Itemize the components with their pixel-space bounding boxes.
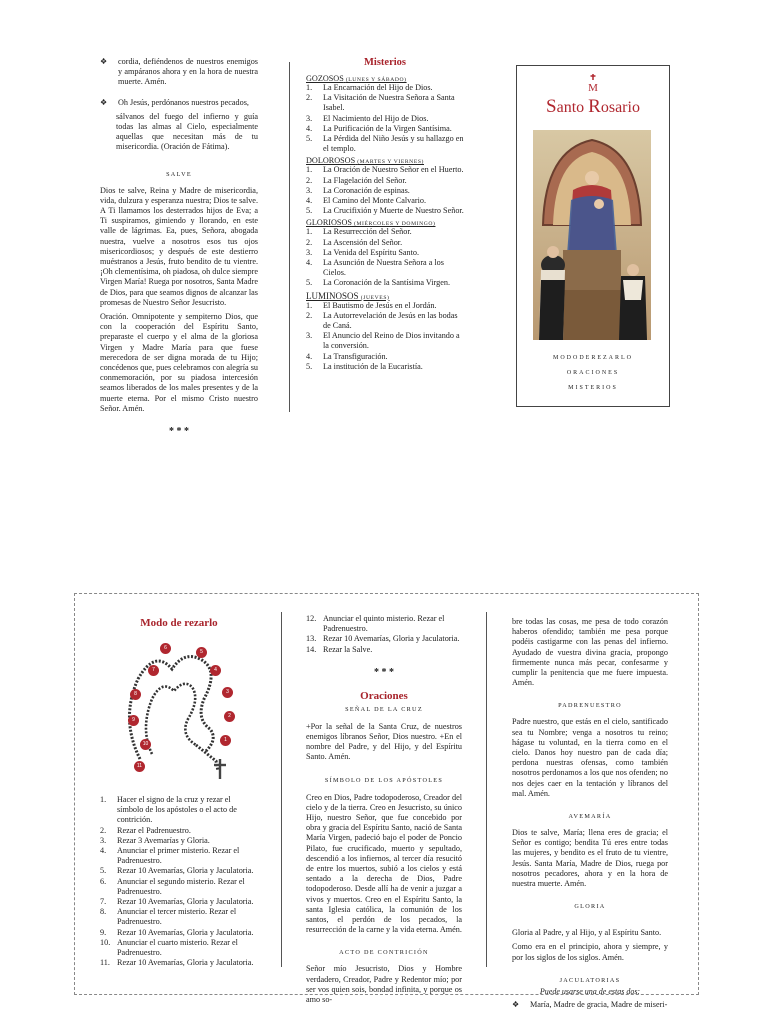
list-item: 3. El Anuncio del Reino de Dios invitando a la conversión. (306, 331, 460, 351)
column-divider (281, 612, 282, 967)
simbolo-heading: SÍMBOLO DE LOS APÓSTOLES (324, 776, 444, 784)
steps-list-continued (306, 614, 462, 655)
rosary-bead-label: 3 (222, 687, 233, 698)
p2-col3 (512, 617, 668, 1010)
mystery-group-heading: GOZOSOS (LUNES Y SÁBADO) (306, 74, 407, 83)
list-item: 2. Rezar el Padrenuestro. (100, 825, 191, 835)
mystery-list (306, 227, 464, 288)
stars-separator: * * * (374, 666, 394, 678)
list-item: 2. La Ascensión del Señor. (306, 237, 403, 247)
list-item: 1. El Bautismo de Jesús en el Jordán. (306, 300, 437, 310)
mystery-group-heading: DOLOROSOS (MARTES Y VIERNES) (306, 156, 425, 166)
list-item: 1. Hacer el signo de la cruz y rezar el símbolo de los apóstoles o el acto de contrición. (100, 795, 237, 825)
list-item: 2. La Autorrevelación de Jesús en las bodas de Caná. (306, 310, 458, 331)
rosary-bead-label: 5 (196, 647, 207, 658)
fatima-continuation: sálvanos del fuego del infierno y guía todas las almas al Cielo, especialmente aquellas que necesitan más de tu misericordia. (Oración de Fátima). (116, 111, 258, 152)
list-item: 14. Rezar la Salve. (306, 644, 373, 654)
marian-monogram-icon (517, 74, 669, 94)
bullet-item: ❖ cordia, defiéndenos de nuestros enemigos y ampáranos ahora y en la hora de nuestra muerte. Amén. (100, 57, 258, 87)
diamond-bullet-icon: ❖ (512, 999, 520, 1009)
senal-text: +Por la señal de la Santa Cruz, de nuestros enemigos líbranos Señor, Dios nuestro. +En el nombre del Padre, y del Hijo, y del Espíritu Santo. Amén. (306, 721, 462, 762)
svg-text:M: M (588, 82, 598, 92)
list-item: 3. Rezar 3 Avemarías y Gloria. (100, 835, 210, 845)
cross-icon (585, 74, 601, 92)
rosary-bead-label: 4 (210, 665, 221, 676)
column-divider (486, 612, 487, 967)
mysteries-list (306, 74, 464, 372)
list-item: 2. La Flagelación del Señor. (306, 175, 407, 185)
acto-text: Señor mío Jesucristo, Dios y Hombre verdadero, Creador, Padre y Redentor mío; por ser vos quien sois, bondad infinita, y porque os amo so- (306, 964, 462, 1005)
list-item: 4. Anunciar el primer misterio. Rezar el Padrenuestro. (100, 846, 240, 866)
list-item: 11. Rezar 10 Avemarías, Gloria y Jaculatoria. (100, 958, 254, 968)
mystery-list (306, 165, 464, 216)
acto-heading: ACTO DE CONTRICIÓN (339, 949, 429, 957)
diamond-bullet-icon: ❖ (100, 97, 108, 107)
list-item: 10. Anunciar el cuarto misterio. Rezar el Padrenuestro. (100, 937, 238, 958)
salve-text: Dios te salve, Reina y Madre de misericordia, vida, dulzura y esperanza nuestra; Dios te salve. A Ti llamamos los desterrados hijos de Eva; a Ti suspiramos, gimiendo y llorando, en este valle de lágrimas. Ea, pues, Señora, abogada nuestra, vuelve a nosotros esos tus ojos misericordiosos; y después de este destierro muéstranos a Jesús, fruto bendito de tu vientre. ¡Oh clementísima, oh piadosa, oh dulce siempre Virgen María! Ruega por nosotros, Santa Madre de Dios, para que seamos dignos de alcanzar las promesas de Nuestro Señor Jesucristo. (100, 185, 258, 307)
cover-menu-item: MODODEREZARLO (553, 355, 633, 361)
cover-panel (516, 65, 670, 407)
list-item: 1. La Encarnación del Hijo de Dios. (306, 83, 433, 92)
gloria-text: Gloria al Padre, y al Hijo, y al Espíritu Santo. (512, 928, 662, 938)
senal-heading: SEÑAL DE LA CRUZ (345, 705, 423, 713)
column-divider (289, 62, 290, 412)
list-item: 4. El Camino del Monte Calvario. (306, 196, 427, 206)
list-item: 4. La Asunción de Nuestra Señora a los Cielos. (306, 258, 444, 278)
rosary-bead-label: 6 (160, 643, 171, 654)
cover-menu-item: MISTERIOS (568, 385, 618, 391)
mystery-group-heading: GLORIOSOS (MIÉRCOLES Y DOMINGO) (306, 218, 436, 228)
oraciones-title: Oraciones (360, 689, 408, 702)
diamond-bullet-icon: ❖ (100, 57, 108, 66)
avemaria-heading: AVEMARÍA (568, 813, 612, 821)
cover-menu (517, 351, 669, 396)
rosary-bead-label: 9 (128, 715, 139, 726)
salve-heading: SALVE (166, 170, 192, 178)
misterios-title: Misterios (364, 57, 406, 68)
p1-col1 (100, 57, 258, 437)
list-item: 8. Anunciar el tercer misterio. Rezar el Padrenuestro. (100, 907, 237, 927)
list-item: 1. La Resurrección del Señor. (306, 227, 412, 237)
cover-menu-item: ORACIONES (566, 370, 620, 376)
rosary-bead-label: 2 (224, 711, 235, 722)
mystery-group-heading: LUMINOSOS (JUEVES) (306, 290, 390, 301)
list-item: 5. La Coronación de la Santísima Virgen. (306, 278, 450, 288)
simbolo-text: Creo en Dios, Padre todopoderoso, Creador del cielo y de la tierra. Creo en Jesucristo, su único Hijo, nuestro Señor, que fue concebido por obra y gracia del Espíritu Santo, nació de Santa María Virgen, padeció bajo el poder de Poncio Pilato, fue crucificado, muerto y sepultado, descendió a los infiernos, al tercer día resucitó de entre los muertos, subió a los cielos y está sentado a la derecha de Dios, Padre todopoderoso. Desde allí ha de venir a juzgar a vivos y muertos. Creo en el Espíritu Santo, la santa Iglesia católica, la comunión de los santos, el perdón de los pecados, la resurrección de la carne y la vida eterna. Amén. (306, 792, 462, 935)
list-item: 4. La Transfiguración. (306, 351, 388, 361)
oracion-text: Oración. Omnipotente y sempiterno Dios, que con la cooperación del Espíritu Santo, preparaste el cuerpo y el alma de la gloriosa Virgen y Madre María para que fuese merecedora de ser digna morada de tu Hijo; concédenos que, pues celebramos con alegría su conmemoración, por su piadosa intercesión seamos liberados de los males presentes y de la muerte eterna. Por el mismo Cristo nuestro Señor. Amén. (100, 312, 259, 413)
jaculatorias-heading: JACULATORIAS (559, 976, 621, 984)
padrenuestro-text: Padre nuestro, que estás en el cielo, santificado sea tu Nombre; venga a nosotros tu reino; hágase tu voluntad, en la tierra como en el cielo. Danos hoy nuestro pan de cada día; perdona nuestras ofensas, como también nosotros perdonamos a los que nos ofenden; no nos dejes caer en la tentación y líbranos del mal. Amén. (512, 717, 668, 798)
list-item: 1. La Oración de Nuestro Señor en el Huerto. (306, 165, 464, 175)
padrenuestro-heading: PADRENUESTRO (558, 702, 622, 710)
list-item: 3. La Coronación de espinas. (306, 185, 410, 195)
list-item: 3. El Nacimiento del Hijo de Dios. (306, 113, 429, 123)
cover-title: Santo Rosario (546, 96, 640, 117)
list-item: 9. Rezar 10 Avemarías, Gloria y Jaculatoria. (100, 927, 254, 937)
list-item: 13. Rezar 10 Avemarías, Gloria y Jaculatoria. (306, 634, 460, 644)
acto-text-continued: bre todas las cosas, me pesa de todo corazón haberos ofendido; también me pesa porque podéis castigarme con las penas del infierno. Ayudado de vuestra divina gracia, propongo firmemente nunca más pecar, confesarme y cumplir la penitencia que me fuere impuesta. Amén. (512, 617, 668, 688)
rosary-bead-label: 11 (134, 761, 145, 772)
list-item: 5. La institución de la Eucaristía. (306, 361, 423, 371)
gloria-heading: GLORIA (574, 903, 606, 911)
stars-separator: * * * (169, 426, 189, 438)
rosary-bead-label: 7 (148, 665, 159, 676)
list-item: 5. Rezar 10 Avemarías, Gloria y Jaculatoria. (100, 866, 254, 876)
gloria-text: Como era en el principio, ahora y siempre, y por los siglos de los siglos. Amén. (512, 942, 668, 962)
list-item: 6. Anunciar el segundo misterio. Rezar el Padrenuestro. (100, 876, 245, 896)
steps-list (100, 795, 258, 968)
rosary-bead-label: 8 (130, 689, 141, 700)
p2-col2 (306, 614, 462, 1005)
rosary-bead-label: 10 (140, 739, 151, 750)
bullet-item: ❖ Oh Jesús, perdónanos nuestros pecados, (100, 97, 249, 107)
rosary-diagram (100, 639, 258, 779)
list-item: 4. La Purificación de la Virgen Santísima. (306, 123, 452, 133)
virgin-of-rosary-painting (533, 130, 651, 340)
list-item: 5. La Pérdida del Niño Jesús y su hallazgo en el templo. (306, 134, 464, 154)
jaculatorias-subtitle: Puede usarse una de estas dos: (539, 986, 641, 996)
bullet-item: ❖ María, Madre de gracia, Madre de miseri- (512, 999, 668, 1009)
mystery-list (306, 301, 464, 372)
p2-col1 (100, 617, 258, 968)
list-item: 12. Anunciar el quinto misterio. Rezar el Padrenuestro. (306, 614, 445, 634)
mystery-list (306, 83, 464, 154)
p1-col2 (306, 57, 464, 374)
list-item: 3. La Venida del Espíritu Santo. (306, 247, 420, 257)
list-item: 2. La Visitación de Nuestra Señora a Santa Isabel. (306, 93, 455, 113)
list-item: 5. La Crucifixión y Muerte de Nuestro Señor. (306, 206, 464, 216)
modo-de-rezarlo-title: Modo de rezarlo (140, 617, 218, 629)
avemaria-text: Dios te salve, María; llena eres de gracia; el Señor es contigo; bendita Tú eres entre todas las mujeres, y bendito es el fruto de tu vientre, Jesús. Santa María, Madre de Dios, ruega por nosotros pecadores, ahora y en la hora de nuestra muerte. Amén. (512, 828, 668, 889)
list-item: 7. Rezar 10 Avemarías, Gloria y Jaculatoria. (100, 897, 254, 907)
rosary-bead-label: 1 (220, 735, 231, 746)
